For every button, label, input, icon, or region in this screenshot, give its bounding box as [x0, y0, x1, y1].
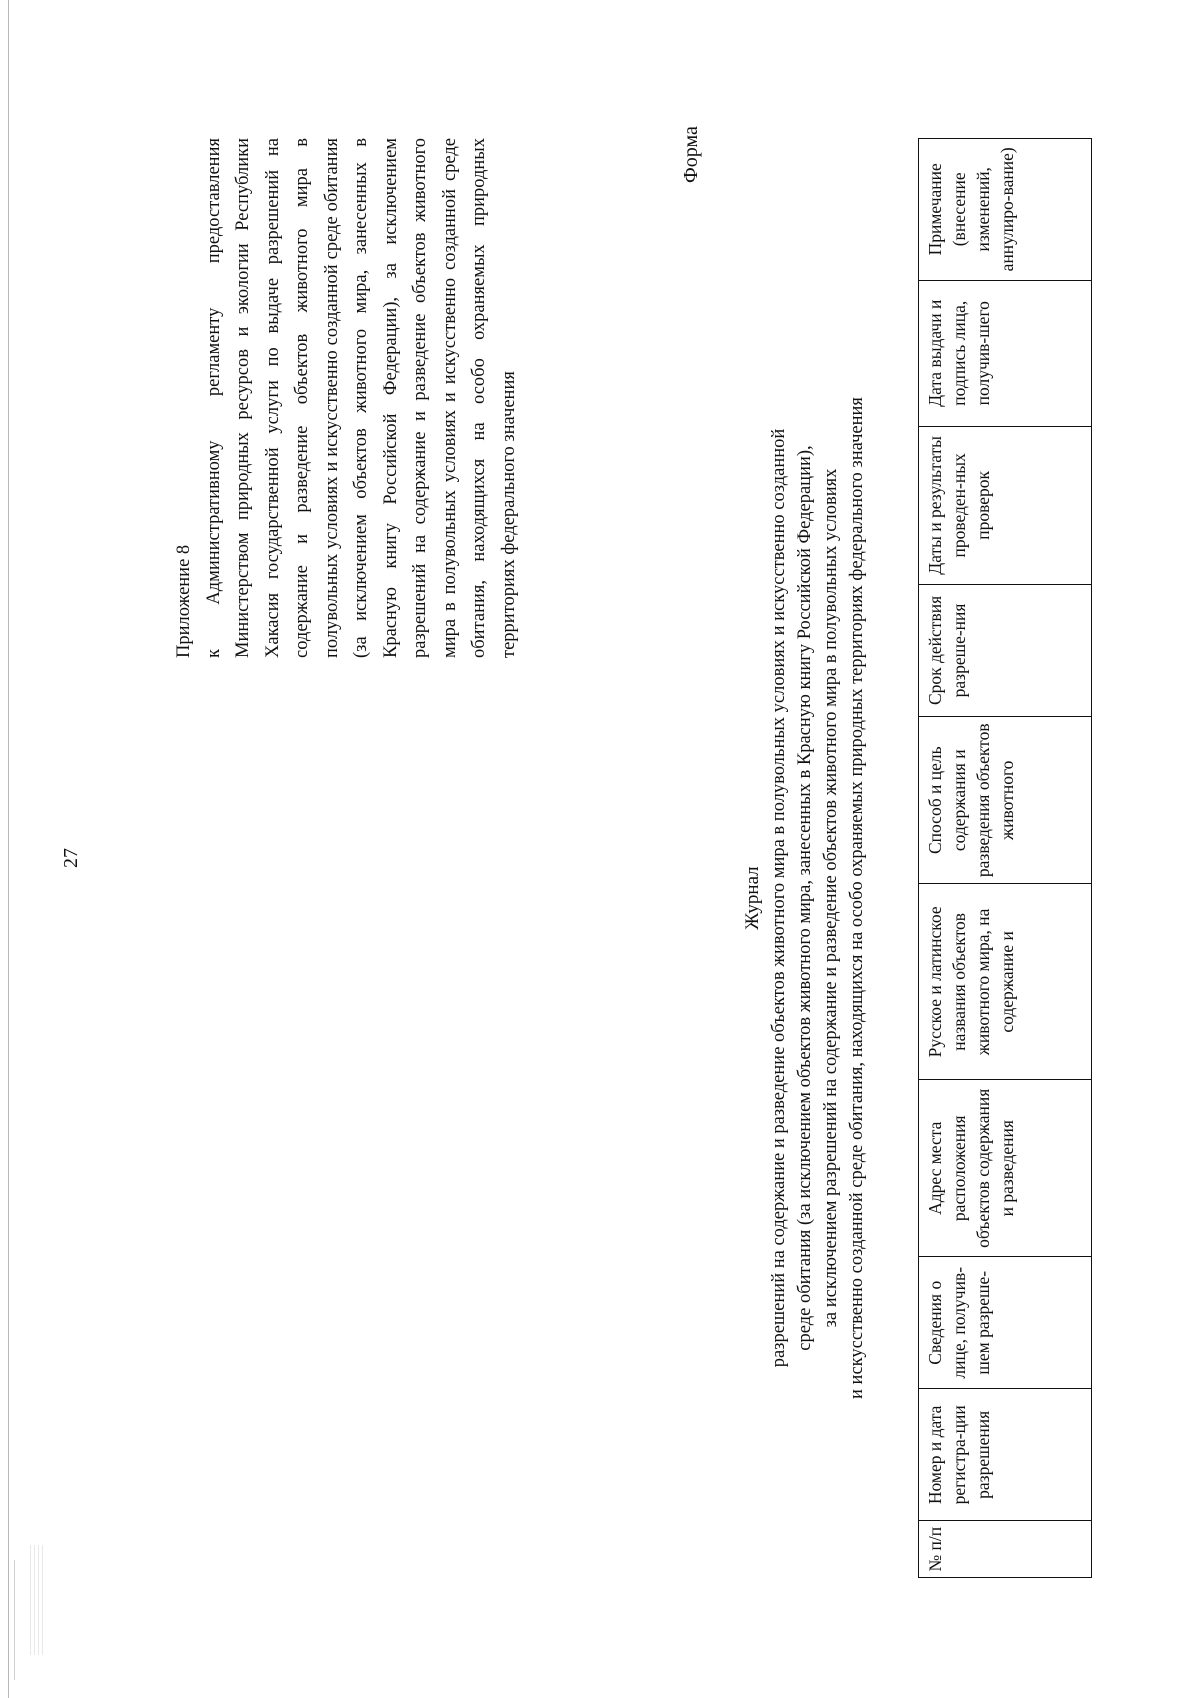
column-header-species-names: Русское и латинское названия объектов животного мира, на содержание и — [919, 884, 1092, 1080]
column-header-method-purpose: Способ и цель содержания и разведения объектов животного — [919, 717, 1092, 884]
appendix-block — [170, 138, 524, 658]
registry-table — [918, 138, 1092, 1578]
column-header-inspections: Даты и результаты проведен-ных проверок — [919, 426, 1092, 584]
appendix-text: к Административному регламенту предоставления Министерством природных ресурсов и экологии Республики Хакасия государственной услуги по выдаче разрешений на содержание и разведение объектов животного мира в полувольных условиях и искусственно созданной среде обитания (за исключением объектов животного мира, занесенных в Красную книгу Российской Федерации), за исключением разрешений на содержание и разведение объектов животного мира в полувольных условиях и искусственно созданной среде обитания, находящихся на особо охраняемых природных территориях федерального значения — [203, 138, 519, 658]
column-header-issue-date-signature: Дата выдачи и подпись лица, получив-шего — [919, 280, 1092, 426]
appendix-title: Приложение 8 — [174, 544, 194, 658]
table-header-row — [919, 139, 1092, 1578]
page-number: 27 — [60, 848, 82, 868]
column-header-recipient-info: Сведения о лице, получив-шем разреше- — [919, 1257, 1092, 1389]
column-header-number: № п/п — [919, 1521, 1092, 1578]
journal-subtitle-line-4: и искусственно созданной среде обитания, находящихся на особо охраняемых природных территориях федерального значения — [847, 397, 867, 1399]
column-header-notes: Примечание (внесение изменений, аннулиро-вание) — [919, 139, 1092, 281]
column-header-address: Адрес места расположения объектов содержания и разведения — [919, 1080, 1092, 1257]
column-header-registration: Номер и дата регистра-ции разрешения — [919, 1389, 1092, 1521]
journal-subtitle-line-1: разрешений на содержание и разведение объектов животного мира в полувольных условиях и искусственно созданной — [769, 428, 789, 1368]
journal-heading — [740, 158, 870, 1638]
registry-table-wrapper — [918, 138, 1092, 1578]
journal-subtitle-line-2: среде обитания (за исключением объектов животного мира, занесенных в Красную книгу Российской Федерации), — [795, 445, 815, 1351]
journal-title: Журнал — [742, 866, 763, 930]
form-label: Форма — [680, 126, 702, 183]
journal-subtitle-line-3: за исключением разрешений на содержание и разведение объектов животного мира в полувольных условиях — [821, 468, 841, 1328]
column-header-validity: Срок действия разреше-ния — [919, 584, 1092, 716]
